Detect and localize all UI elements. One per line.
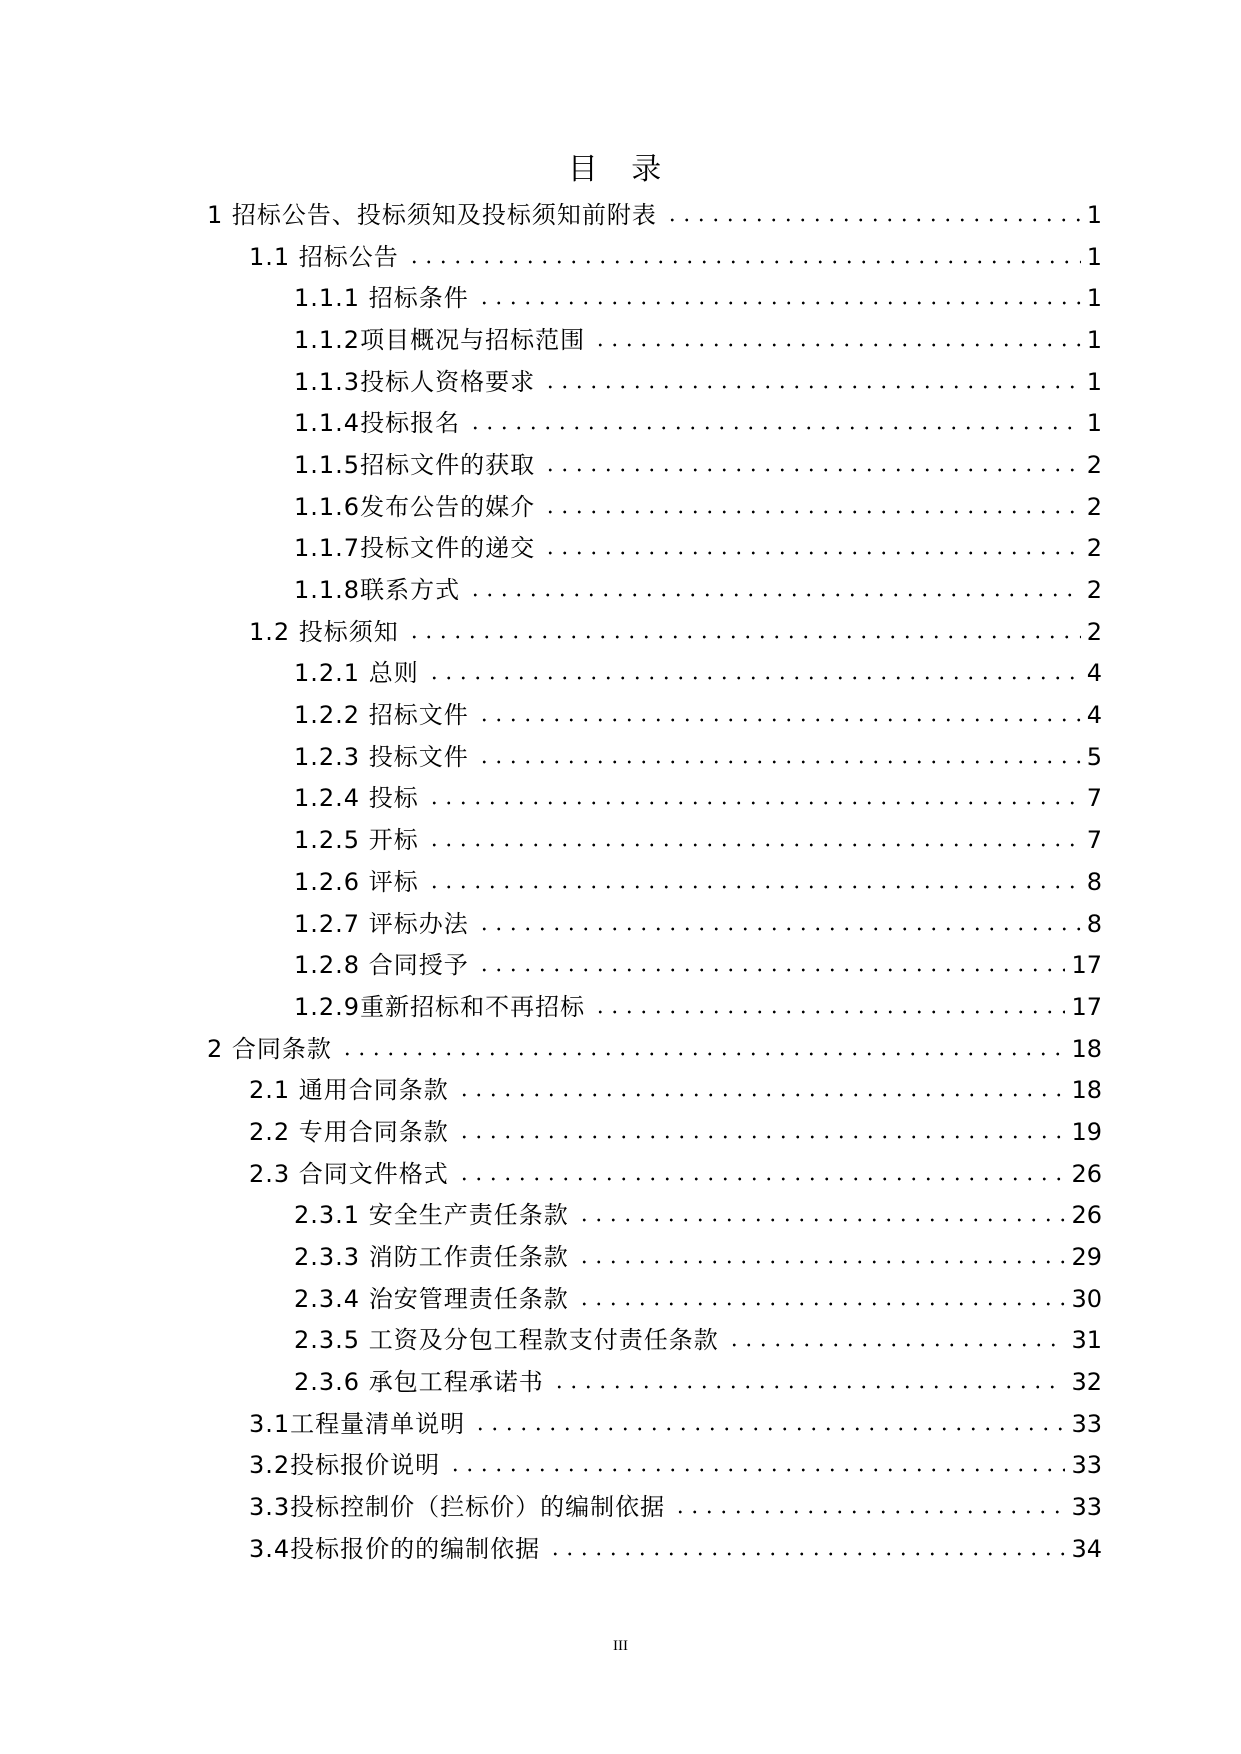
toc-entry[interactable] xyxy=(0,819,1241,861)
dot-leader xyxy=(457,1093,1066,1097)
toc-entry[interactable] xyxy=(0,986,1241,1028)
toc-entry-page: 26 xyxy=(1071,1201,1102,1230)
toc-entry-page: 26 xyxy=(1071,1159,1102,1188)
dot-leader xyxy=(427,676,1081,680)
toc-entry-page: 30 xyxy=(1071,1284,1102,1313)
toc-entry[interactable] xyxy=(0,1111,1241,1153)
toc-entry-page: 17 xyxy=(1071,992,1102,1021)
toc-entry-label: 3.4投标报价的的编制依据 xyxy=(249,1534,541,1563)
toc-entry-page: 18 xyxy=(1071,1034,1102,1063)
toc-entry-label: 1.1.7投标文件的递交 xyxy=(294,534,536,563)
toc-entry[interactable] xyxy=(0,736,1241,778)
dot-leader xyxy=(593,1010,1065,1014)
toc-entry-label: 1.2.5 开标 xyxy=(294,826,419,855)
toc-entry[interactable] xyxy=(0,1486,1241,1528)
dot-leader xyxy=(427,885,1081,889)
toc-entry-label: 1.2 投标须知 xyxy=(249,617,399,646)
toc-entry[interactable] xyxy=(0,486,1241,528)
toc-entry-page: 7 xyxy=(1086,826,1102,855)
toc-entry-label: 3.2投标报价说明 xyxy=(249,1451,441,1480)
toc-entry-page: 31 xyxy=(1071,1326,1102,1355)
dot-leader xyxy=(543,551,1081,555)
toc-entry-label: 1 招标公告、投标须知及投标须知前附表 xyxy=(207,200,657,229)
dot-leader xyxy=(457,1177,1066,1181)
dot-leader xyxy=(577,1260,1066,1264)
dot-leader xyxy=(577,1218,1066,1222)
toc-entry-page: 4 xyxy=(1086,659,1102,688)
toc-entry-label: 1.1.1 招标条件 xyxy=(294,284,469,313)
toc-entry-label: 2.3.3 消防工作责任条款 xyxy=(294,1243,569,1272)
toc-entry-label: 1.1.8联系方式 xyxy=(294,576,461,605)
dot-leader xyxy=(427,843,1081,847)
dot-leader xyxy=(427,801,1081,805)
toc-entry-label: 3.3投标控制价（拦标价）的编制依据 xyxy=(249,1493,666,1522)
toc-entry[interactable] xyxy=(0,861,1241,903)
toc-entry-page: 1 xyxy=(1086,284,1102,313)
dot-leader xyxy=(477,718,1081,722)
dot-leader xyxy=(543,385,1081,389)
toc-entry[interactable] xyxy=(0,361,1241,403)
toc-entry[interactable] xyxy=(0,1069,1241,1111)
toc-entry-label: 1.1.4投标报名 xyxy=(294,409,461,438)
toc-entry[interactable] xyxy=(0,319,1241,361)
toc-entry-label: 1.2.1 总则 xyxy=(294,659,419,688)
dot-leader xyxy=(457,1135,1066,1139)
toc-entry-page: 1 xyxy=(1086,367,1102,396)
dot-leader xyxy=(477,968,1066,972)
toc-entry-label: 1.1.5招标文件的获取 xyxy=(294,450,536,479)
table-of-contents xyxy=(0,194,1241,1570)
dot-leader xyxy=(407,635,1081,639)
toc-entry-label: 1.1.2项目概况与招标范围 xyxy=(294,325,586,354)
toc-entry[interactable] xyxy=(0,236,1241,278)
toc-entry-page: 33 xyxy=(1071,1493,1102,1522)
toc-entry[interactable] xyxy=(0,903,1241,945)
dot-leader xyxy=(340,1052,1066,1056)
dot-leader xyxy=(548,1552,1065,1556)
toc-entry[interactable] xyxy=(0,277,1241,319)
toc-entry-page: 1 xyxy=(1086,200,1102,229)
toc-entry-page: 17 xyxy=(1071,951,1102,980)
toc-entry-label: 1.2.2 招标文件 xyxy=(294,701,469,730)
dot-leader xyxy=(407,260,1081,264)
toc-entry-label: 1.2.4 投标 xyxy=(294,784,419,813)
toc-entry[interactable] xyxy=(0,1445,1241,1487)
dot-leader xyxy=(673,1510,1065,1514)
toc-entry-label: 2 合同条款 xyxy=(207,1034,332,1063)
toc-entry[interactable] xyxy=(0,1028,1241,1070)
toc-entry-label: 2.3.5 工资及分包工程款支付责任条款 xyxy=(294,1326,719,1355)
page-number: III xyxy=(613,1638,628,1654)
toc-title: 目 录 xyxy=(567,152,674,187)
toc-entry[interactable] xyxy=(0,569,1241,611)
dot-leader xyxy=(477,927,1081,931)
dot-leader xyxy=(468,593,1081,597)
toc-entry-label: 1.2.9重新招标和不再招标 xyxy=(294,992,586,1021)
toc-entry-page: 1 xyxy=(1086,325,1102,354)
toc-entry-page: 5 xyxy=(1086,742,1102,771)
toc-entry-page: 33 xyxy=(1071,1451,1102,1480)
toc-entry-label: 2.3.4 治安管理责任条款 xyxy=(294,1284,569,1313)
toc-entry[interactable] xyxy=(0,1278,1241,1320)
toc-entry-page: 32 xyxy=(1071,1368,1102,1397)
toc-entry-label: 1.1.3投标人资格要求 xyxy=(294,367,536,396)
dot-leader xyxy=(543,510,1081,514)
toc-entry-label: 1.2.8 合同授予 xyxy=(294,951,469,980)
toc-entry-label: 1.2.3 投标文件 xyxy=(294,742,469,771)
toc-entry-label: 2.3 合同文件格式 xyxy=(249,1159,449,1188)
toc-entry-page: 2 xyxy=(1086,450,1102,479)
toc-entry[interactable] xyxy=(0,1195,1241,1237)
toc-entry-label: 1.2.7 评标办法 xyxy=(294,909,469,938)
dot-leader xyxy=(577,1302,1066,1306)
toc-entry-page: 2 xyxy=(1086,617,1102,646)
dot-leader xyxy=(473,1427,1065,1431)
dot-leader xyxy=(477,301,1081,305)
toc-entry[interactable] xyxy=(0,1403,1241,1445)
toc-entry-page: 2 xyxy=(1086,492,1102,521)
toc-entry[interactable] xyxy=(0,1528,1241,1570)
toc-entry[interactable] xyxy=(0,528,1241,570)
toc-entry-page: 2 xyxy=(1086,534,1102,563)
dot-leader xyxy=(477,760,1081,764)
toc-entry-page: 8 xyxy=(1086,867,1102,896)
dot-leader xyxy=(552,1385,1066,1389)
toc-entry-page: 1 xyxy=(1086,242,1102,271)
toc-entry[interactable] xyxy=(0,444,1241,486)
toc-entry-page: 4 xyxy=(1086,701,1102,730)
dot-leader xyxy=(665,218,1081,222)
toc-entry-label: 1.1.6发布公告的媒介 xyxy=(294,492,536,521)
toc-entry[interactable] xyxy=(0,402,1241,444)
toc-entry-label: 2.1 通用合同条款 xyxy=(249,1076,449,1105)
toc-entry-page: 2 xyxy=(1086,576,1102,605)
toc-entry[interactable] xyxy=(0,694,1241,736)
toc-entry[interactable] xyxy=(0,778,1241,820)
dot-leader xyxy=(543,468,1081,472)
toc-entry-page: 18 xyxy=(1071,1076,1102,1105)
toc-entry-label: 2.3.1 安全生产责任条款 xyxy=(294,1201,569,1230)
toc-entry[interactable] xyxy=(0,1153,1241,1195)
dot-leader xyxy=(468,426,1081,430)
toc-entry[interactable] xyxy=(0,944,1241,986)
toc-entry[interactable] xyxy=(0,611,1241,653)
toc-entry[interactable] xyxy=(0,653,1241,695)
toc-entry-page: 29 xyxy=(1071,1243,1102,1272)
toc-entry[interactable] xyxy=(0,1320,1241,1362)
toc-entry-page: 1 xyxy=(1086,409,1102,438)
dot-leader xyxy=(727,1343,1066,1347)
dot-leader xyxy=(448,1468,1065,1472)
toc-entry-label: 1.1 招标公告 xyxy=(249,242,399,271)
toc-entry-label: 2.3.6 承包工程承诺书 xyxy=(294,1368,544,1397)
toc-entry-page: 8 xyxy=(1086,909,1102,938)
toc-entry-label: 2.2 专用合同条款 xyxy=(249,1117,449,1146)
toc-entry-page: 7 xyxy=(1086,784,1102,813)
toc-entry-page: 33 xyxy=(1071,1409,1102,1438)
toc-entry-page: 34 xyxy=(1071,1534,1102,1563)
toc-entry[interactable] xyxy=(0,194,1241,236)
toc-entry[interactable] xyxy=(0,1236,1241,1278)
toc-entry-label: 3.1工程量清单说明 xyxy=(249,1409,466,1438)
toc-entry[interactable] xyxy=(0,1361,1241,1403)
dot-leader xyxy=(593,343,1081,347)
toc-entry-page: 19 xyxy=(1071,1117,1102,1146)
toc-entry-label: 1.2.6 评标 xyxy=(294,867,419,896)
